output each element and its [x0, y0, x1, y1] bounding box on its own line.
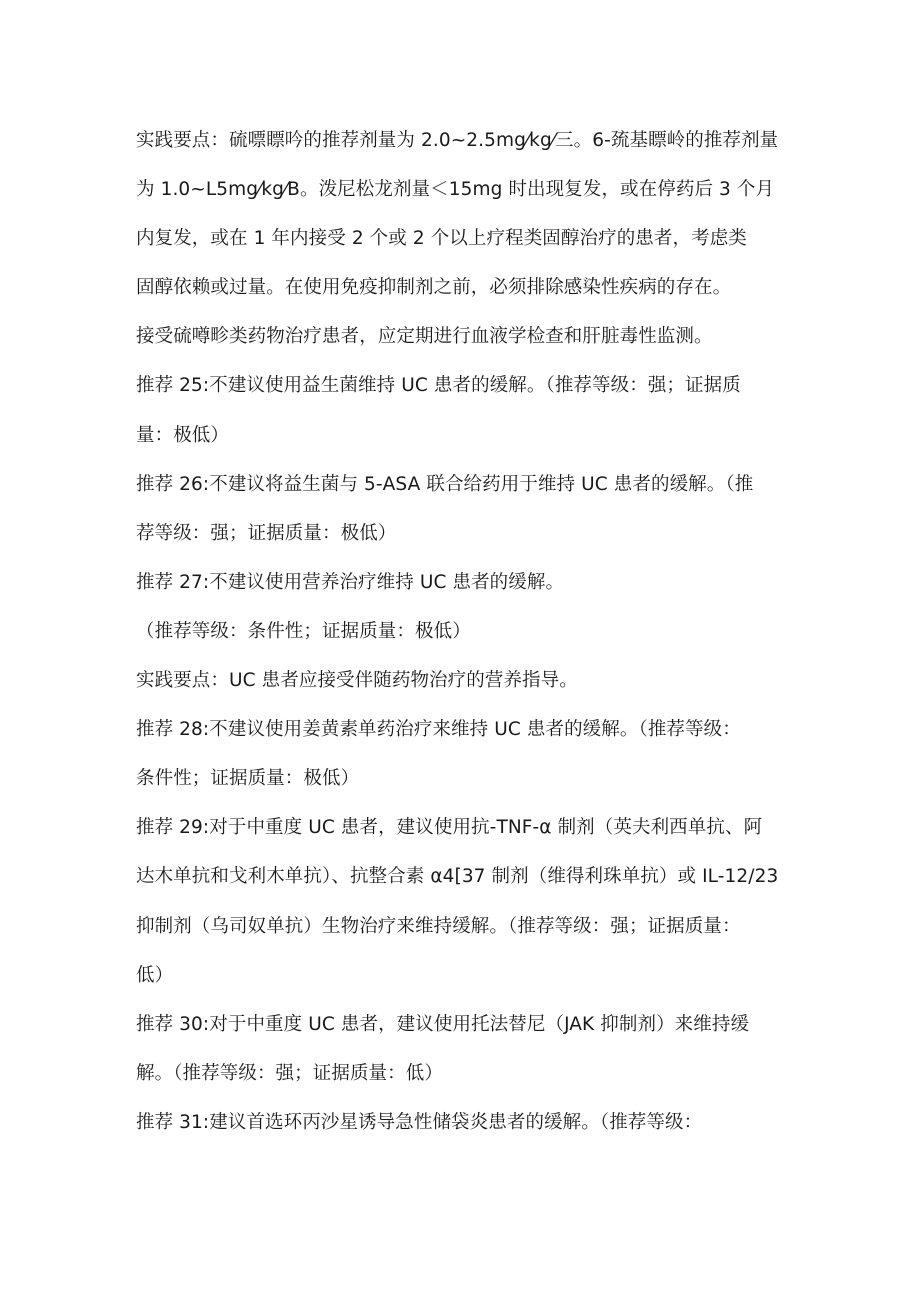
text-line: 抑制剂（乌司奴单抗）生物治疗来维持缓解。（推荐等级：强；证据质量： — [136, 915, 741, 937]
text-line: 接受硫噂畛类药物治疗患者，应定期进行血液学检查和肝脏毒性监测。 — [136, 326, 713, 348]
text-line: 推荐 27:不建议使用营养治疗维持 UC 患者的缓解。 — [136, 571, 565, 593]
text-line: 条件性；证据质量：极低） — [136, 768, 360, 790]
text-line: 推荐 29:对于中重度 UC 患者，建议使用抗-TNF-α 制剂（英夫利西单抗、阿 — [136, 817, 763, 839]
text-line: 量：极低） — [136, 424, 230, 446]
text-line: 为 1.0~L5mg⁄kg⁄B。泼尼松龙剂量＜15mg 时出现复发，或在停药后 3 个月 — [136, 179, 775, 201]
text-line: 固醇依赖或过量。在使用免疫抑制剂之前，必须排除感染性疾病的存在。 — [136, 277, 732, 299]
text-line: 实践要点：UC 患者应接受伴随药物治疗的营养指导。 — [136, 670, 578, 692]
text-line: 荐等级：强；证据质量：极低） — [136, 522, 397, 544]
text-line: 实践要点：硫嘌瞟吟的推荐剂量为 2.0~2.5mg⁄kg⁄三。6-巯基瞟岭的推荐剂量 — [136, 130, 779, 151]
text-line: （推荐等级：条件性；证据质量：极低） — [136, 620, 471, 642]
text-line: 推荐 31:建议首选环丙沙星诱导急性储袋炎患者的缓解。（推荐等级： — [136, 1111, 703, 1133]
document-body — [136, 116, 816, 1147]
text-line: 达木单抗和戈利木单抗）、抗整合素 α4[37 制剂（维得利珠单抗）或 IL-12/23 — [136, 866, 779, 888]
text-line: 解。（推荐等级：强；证据质量：低） — [136, 1062, 443, 1084]
text-line: 内复发，或在 1 年内接受 2 个或 2 个以上疗程类固醇治疗的患者，考虑类 — [136, 228, 747, 250]
text-line: 推荐 30:对于中重度 UC 患者，建议使用托法替尼（JAK 抑制剂）来维持缓 — [136, 1013, 750, 1035]
text-line: 推荐 28:不建议使用姜黄素单药治疗来维持 UC 患者的缓解。（推荐等级： — [136, 719, 741, 741]
text-line: 低） — [136, 964, 174, 986]
text-line: 推荐 26:不建议将益生菌与 5-ASA 联合给药用于维持 UC 患者的缓解。（推 — [136, 473, 754, 495]
text-line: 推荐 25:不建议使用益生菌维持 UC 患者的缓解。（推荐等级：强；证据质 — [136, 375, 741, 397]
